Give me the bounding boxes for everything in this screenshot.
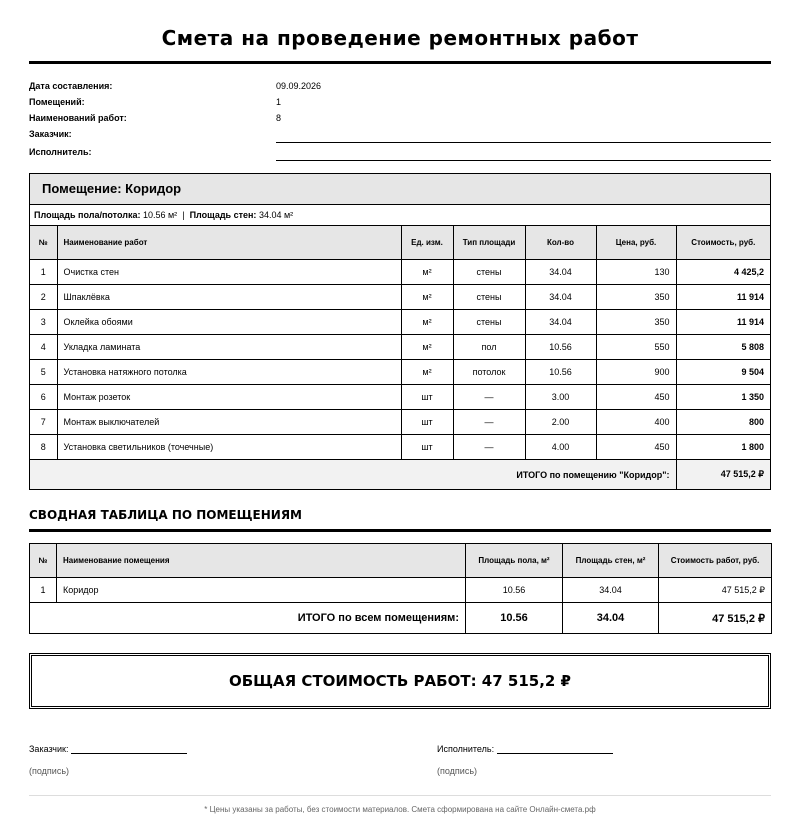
cell-area-type: — (453, 410, 525, 435)
col-header: Цена, руб. (596, 226, 676, 260)
cell-area-type: стены (453, 260, 525, 285)
cell-work: Установка натяжного потолка (57, 360, 401, 385)
cell-qty: 34.04 (525, 260, 596, 285)
col-header: Тип площади (453, 226, 525, 260)
meta-customer (29, 127, 771, 145)
summary-section (29, 543, 771, 634)
cell-price: 350 (596, 310, 676, 335)
meta-value: 09.09.2026 (276, 81, 322, 91)
room-area (30, 205, 770, 226)
table-row (30, 410, 770, 435)
col-header: Стоимость работ, руб. (659, 544, 772, 578)
cell-cost: 11 914 (676, 285, 770, 310)
cell-num: 7 (30, 410, 57, 435)
grand-total: ОБЩАЯ СТОИМОСТЬ РАБОТ: 47 515,2 ₽ (29, 653, 771, 709)
customer-line (276, 142, 771, 143)
cell-room: Коридор (57, 578, 466, 603)
summary-total-walls: 34.04 (563, 603, 659, 634)
footer-note: * Цены указаны за работы, без стоимости материалов. Смета сформирована на сайте Онлайн-смета.рф (204, 805, 596, 814)
room-total-row (30, 460, 770, 490)
signature-line (71, 744, 187, 754)
cell-unit: м² (401, 285, 453, 310)
room-title: Помещение: Коридор (30, 174, 770, 205)
cell-num: 3 (30, 310, 57, 335)
cell-qty: 10.56 (525, 335, 596, 360)
cell-work: Шпаклёвка (57, 285, 401, 310)
cell-unit: шт (401, 435, 453, 460)
col-header: Площадь стен, м² (563, 544, 659, 578)
meta-contractor (29, 145, 771, 163)
summary-total-cost: 47 515,2 ₽ (659, 603, 772, 634)
cell-num: 8 (30, 435, 57, 460)
meta-label: Исполнитель: (29, 147, 92, 157)
col-header: Наименование работ (57, 226, 401, 260)
cell-cost: 5 808 (676, 335, 770, 360)
cell-price: 900 (596, 360, 676, 385)
contractor-signature-label: Исполнитель: (437, 744, 495, 754)
customer-signature-label: Заказчик: (29, 744, 69, 754)
cell-cost: 47 515,2 ₽ (659, 578, 772, 603)
cell-unit: м² (401, 360, 453, 385)
meta-date (29, 79, 771, 95)
floor-label: Площадь пола/потолка: (34, 210, 141, 220)
cell-qty: 2.00 (525, 410, 596, 435)
cell-area-type: — (453, 385, 525, 410)
col-header: Ед. изм. (401, 226, 453, 260)
cell-cost: 1 800 (676, 435, 770, 460)
area-separator: | (182, 210, 185, 220)
cell-unit: м² (401, 310, 453, 335)
cell-num: 1 (30, 578, 57, 603)
cell-area-type: потолок (453, 360, 525, 385)
cell-work: Монтаж розеток (57, 385, 401, 410)
cell-qty: 3.00 (525, 385, 596, 410)
meta-label: Дата составления: (29, 81, 113, 91)
cell-floor: 10.56 (466, 578, 563, 603)
cell-cost: 1 350 (676, 385, 770, 410)
title-divider (29, 61, 771, 64)
cell-area-type: пол (453, 335, 525, 360)
col-header: Кол-во (525, 226, 596, 260)
cell-unit: м² (401, 335, 453, 360)
walls-value: 34.04 м² (258, 210, 294, 220)
col-header: № (30, 226, 57, 260)
contractor-signature-note: (подпись) (437, 766, 478, 776)
table-row (30, 385, 770, 410)
room-total-label: ИТОГО по помещению "Коридор": (30, 460, 676, 490)
cell-price: 450 (596, 435, 676, 460)
cell-work: Очистка стен (57, 260, 401, 285)
signature-line (497, 744, 613, 754)
table-row (30, 578, 772, 603)
summary-total-row (30, 603, 772, 634)
cell-work: Укладка ламината (57, 335, 401, 360)
cell-cost: 800 (676, 410, 770, 435)
summary-header (30, 544, 772, 578)
table-row (30, 435, 770, 460)
cell-num: 4 (30, 335, 57, 360)
room-total-value: 47 515,2 ₽ (676, 460, 770, 490)
cell-unit: шт (401, 410, 453, 435)
summary-table (29, 543, 772, 634)
cell-price: 550 (596, 335, 676, 360)
cell-area-type: стены (453, 285, 525, 310)
contractor-signature (437, 744, 613, 754)
meta-works (29, 111, 771, 127)
cell-unit: шт (401, 385, 453, 410)
cell-walls: 34.04 (563, 578, 659, 603)
table-row (30, 285, 770, 310)
cell-qty: 34.04 (525, 310, 596, 335)
cell-work: Установка светильников (точечные) (57, 435, 401, 460)
meta-value: 1 (276, 97, 282, 107)
room-section (29, 173, 771, 490)
col-header: Площадь пола, м² (466, 544, 563, 578)
summary-total-label: ИТОГО по всем помещениям: (30, 603, 466, 634)
table-row (30, 335, 770, 360)
col-header: Стоимость, руб. (676, 226, 770, 260)
meta-value: 8 (276, 113, 282, 123)
cell-area-type: — (453, 435, 525, 460)
meta-block (29, 79, 771, 163)
customer-signature (29, 744, 187, 754)
meta-label: Помещений: (29, 97, 85, 107)
works-table (30, 226, 770, 489)
cell-qty: 4.00 (525, 435, 596, 460)
summary-divider (29, 529, 771, 532)
cell-cost: 9 504 (676, 360, 770, 385)
page-title: Смета на проведение ремонтных работ (161, 26, 639, 50)
cell-price: 130 (596, 260, 676, 285)
contractor-line (276, 160, 771, 161)
cell-num: 2 (30, 285, 57, 310)
meta-label: Наименований работ: (29, 113, 127, 123)
cell-cost: 11 914 (676, 310, 770, 335)
table-header (30, 226, 770, 260)
cell-price: 400 (596, 410, 676, 435)
walls-label: Площадь стен: (189, 210, 257, 220)
floor-value: 10.56 м² (142, 210, 178, 220)
cell-num: 5 (30, 360, 57, 385)
summary-total-floor: 10.56 (466, 603, 563, 634)
cell-num: 6 (30, 385, 57, 410)
cell-area-type: стены (453, 310, 525, 335)
cell-cost: 4 425,2 (676, 260, 770, 285)
col-header: № (30, 544, 57, 578)
table-row (30, 360, 770, 385)
cell-price: 450 (596, 385, 676, 410)
cell-num: 1 (30, 260, 57, 285)
customer-signature-note: (подпись) (29, 766, 70, 776)
cell-work: Оклейка обоями (57, 310, 401, 335)
meta-label: Заказчик: (29, 129, 72, 139)
footer-divider (29, 795, 771, 796)
table-row (30, 260, 770, 285)
cell-work: Монтаж выключателей (57, 410, 401, 435)
meta-rooms (29, 95, 771, 111)
summary-title: СВОДНАЯ ТАБЛИЦА ПО ПОМЕЩЕНИЯМ (29, 508, 302, 522)
cell-qty: 34.04 (525, 285, 596, 310)
col-header: Наименование помещения (57, 544, 466, 578)
cell-unit: м² (401, 260, 453, 285)
cell-qty: 10.56 (525, 360, 596, 385)
table-row (30, 310, 770, 335)
cell-price: 350 (596, 285, 676, 310)
